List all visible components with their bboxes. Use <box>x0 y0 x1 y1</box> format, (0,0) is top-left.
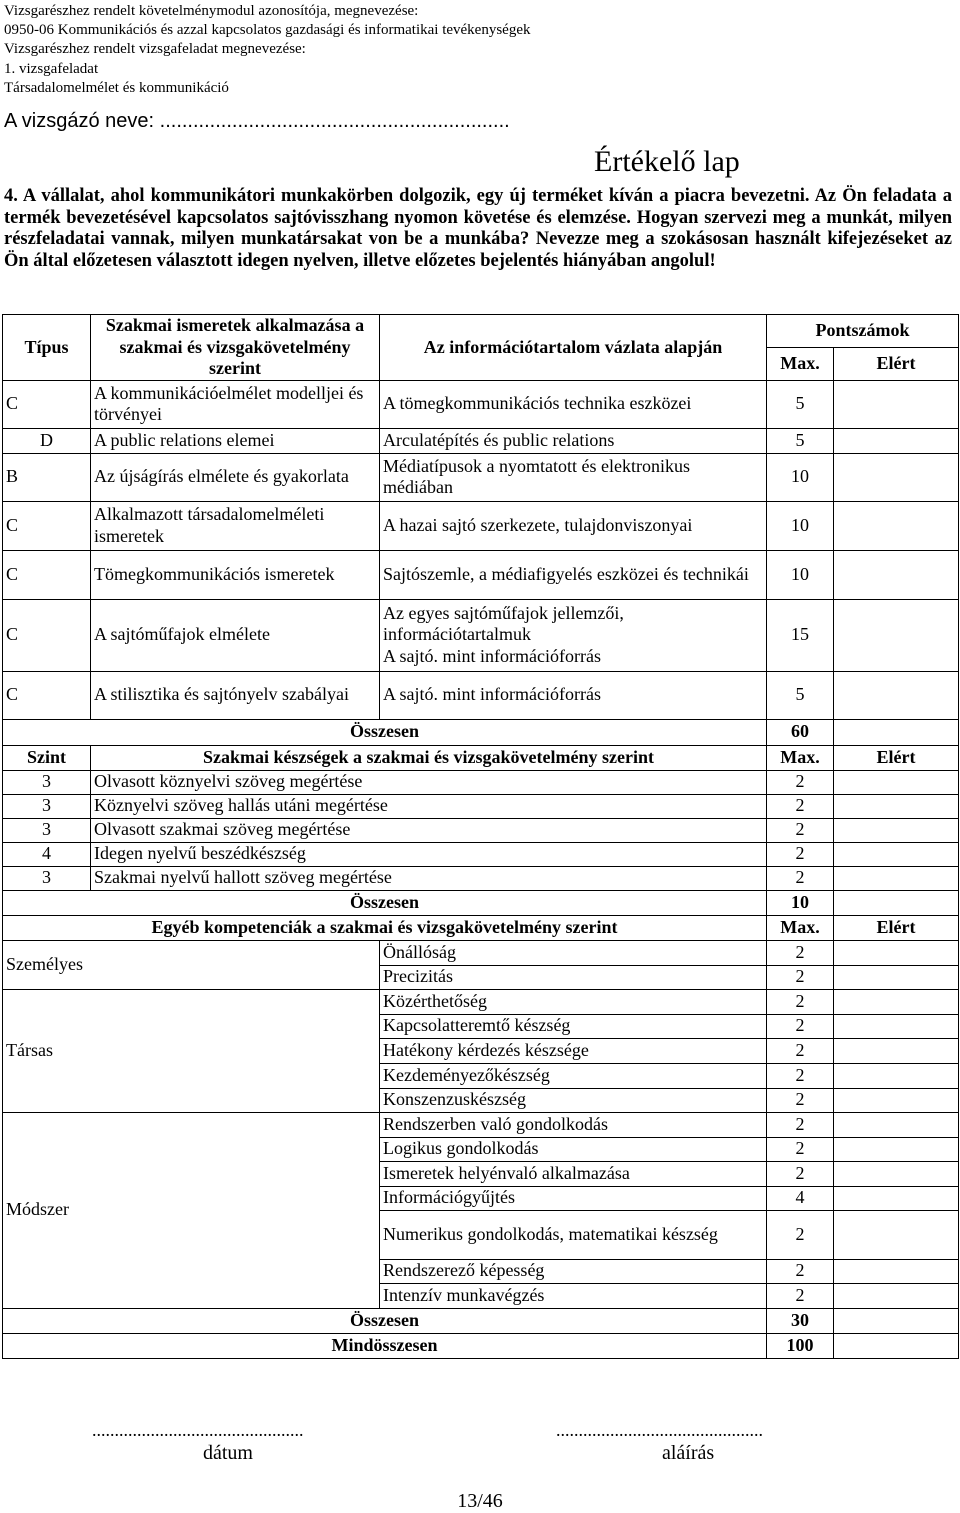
max-cell: 2 <box>767 1112 834 1137</box>
content-cell: A tömegkommunikációs technika eszközei <box>380 380 767 428</box>
total-row <box>3 1308 959 1333</box>
max-cell: 2 <box>767 1259 834 1283</box>
signature-line: .............................................. <box>556 1420 763 1440</box>
section-header-row <box>3 745 959 770</box>
skill-cell: Szakmai nyelvű hallott szöveg megértése <box>91 866 767 890</box>
table-row <box>3 550 959 599</box>
achieved-cell <box>834 770 959 794</box>
max-cell: 2 <box>767 1038 834 1063</box>
content-cell <box>380 599 767 671</box>
achieved-cell <box>834 940 959 965</box>
achieved-cell <box>834 794 959 818</box>
achieved-cell <box>834 599 959 671</box>
level-cell: 4 <box>3 842 91 866</box>
col-header-max: Max. <box>767 745 834 770</box>
col-header-skills: Szakmai készségek a szakmai és vizsgakövetelmény szerint <box>91 745 767 770</box>
max-cell: 2 <box>767 1283 834 1308</box>
achieved-cell <box>834 1283 959 1308</box>
max-cell: 4 <box>767 1186 834 1210</box>
achieved-cell <box>834 818 959 842</box>
table-row <box>3 770 959 794</box>
achieved-cell <box>834 428 959 453</box>
max-cell: 2 <box>767 794 834 818</box>
table-row <box>3 794 959 818</box>
col-header-szint: Szint <box>3 745 91 770</box>
table-row <box>3 940 959 965</box>
header-line: 0950-06 Kommunikációs és azzal kapcsolatos gazdasági és informatikai tevékenységek <box>4 22 531 39</box>
competency-cell: Kezdeményezőkészség <box>380 1063 767 1088</box>
achieved-cell <box>834 1259 959 1283</box>
type-cell: B <box>3 453 91 501</box>
table-row <box>3 842 959 866</box>
col-header-ismeretek: Szakmai ismeretek alkalmazása a szakmai és vizsgakövetelmény szerint <box>91 315 380 381</box>
grand-total-label: Mindösszesen <box>3 1333 767 1358</box>
competency-cell: Kapcsolatteremtő készség <box>380 1014 767 1038</box>
competency-cell: Precizitás <box>380 965 767 989</box>
signature-label: aláírás <box>662 1442 715 1464</box>
evaluation-table <box>2 314 959 1359</box>
table-row <box>3 989 959 1014</box>
achieved-cell <box>834 989 959 1014</box>
table-row <box>3 671 959 719</box>
header-line: Társadalomelmélet és kommunikáció <box>4 79 229 96</box>
competency-cell: Konszenzuskészség <box>380 1088 767 1112</box>
max-cell: 2 <box>767 1161 834 1186</box>
content-cell: Arculatépítés és public relations <box>380 428 767 453</box>
achieved-cell <box>834 1038 959 1063</box>
table-row <box>3 501 959 550</box>
total-value: 30 <box>767 1308 834 1333</box>
max-cell: 2 <box>767 770 834 794</box>
achieved-cell <box>834 890 959 915</box>
competency-cell: Numerikus gondolkodás, matematikai készség <box>380 1210 767 1259</box>
achieved-cell <box>834 1063 959 1088</box>
level-cell: 3 <box>3 818 91 842</box>
table-row <box>3 599 959 671</box>
content-line: Az egyes sajtóműfajok jellemzői, információtartalmuk <box>383 602 624 645</box>
grand-total-row <box>3 1333 959 1358</box>
max-cell: 5 <box>767 428 834 453</box>
type-cell: C <box>3 501 91 550</box>
col-header-max: Max. <box>767 915 834 940</box>
achieved-cell <box>834 1112 959 1137</box>
achieved-cell <box>834 1137 959 1161</box>
competency-cell: Önállóság <box>380 940 767 965</box>
max-cell: 2 <box>767 989 834 1014</box>
level-cell: 3 <box>3 794 91 818</box>
max-cell: 2 <box>767 818 834 842</box>
total-row <box>3 719 959 745</box>
date-label: dátum <box>203 1442 253 1464</box>
achieved-cell <box>834 1161 959 1186</box>
max-cell: 2 <box>767 965 834 989</box>
max-cell: 15 <box>767 599 834 671</box>
col-header-elert: Elért <box>834 745 959 770</box>
competency-cell: Ismeretek helyénvaló alkalmazása <box>380 1161 767 1186</box>
table-row <box>3 453 959 501</box>
topic-cell: Alkalmazott társadalomelméleti ismeretek <box>91 501 380 550</box>
type-cell: C <box>3 380 91 428</box>
max-cell: 10 <box>767 453 834 501</box>
max-cell: 2 <box>767 842 834 866</box>
max-cell: 2 <box>767 1088 834 1112</box>
achieved-cell <box>834 671 959 719</box>
col-header-info: Az információtartalom vázlata alapján <box>380 315 767 381</box>
achieved-cell <box>834 501 959 550</box>
content-cell: A sajtó. mint információforrás <box>380 671 767 719</box>
page-title: Értékelő lap <box>594 145 740 178</box>
col-header-max: Max. <box>767 347 834 380</box>
content-cell: A hazai sajtó szerkezete, tulajdonviszonyai <box>380 501 767 550</box>
topic-cell: A sajtóműfajok elmélete <box>91 599 380 671</box>
achieved-cell <box>834 1014 959 1038</box>
col-header-elert: Elért <box>834 347 959 380</box>
topic-cell: A kommunikációelmélet modelljei és törvényei <box>91 380 380 428</box>
max-cell: 10 <box>767 550 834 599</box>
competency-cell: Információgyűjtés <box>380 1186 767 1210</box>
achieved-cell <box>834 719 959 745</box>
table-row <box>3 818 959 842</box>
date-line: ............................................... <box>92 1420 304 1440</box>
achieved-cell <box>834 1210 959 1259</box>
candidate-name-line: A vizsgázó neve: ............................................................... <box>4 110 510 132</box>
max-cell: 10 <box>767 501 834 550</box>
table-row <box>3 1112 959 1137</box>
achieved-cell <box>834 380 959 428</box>
competency-cell: Rendszerben való gondolkodás <box>380 1112 767 1137</box>
col-header-elert: Elért <box>834 915 959 940</box>
total-value: 60 <box>767 719 834 745</box>
grand-total-value: 100 <box>767 1333 834 1358</box>
table-row <box>3 428 959 453</box>
competency-cell: Hatékony kérdezés készsége <box>380 1038 767 1063</box>
max-cell: 2 <box>767 1137 834 1161</box>
col-header-pontszamok: Pontszámok <box>767 315 959 348</box>
competency-cell: Rendszerező képesség <box>380 1259 767 1283</box>
level-cell: 3 <box>3 770 91 794</box>
type-cell: C <box>3 550 91 599</box>
page-number: 13/46 <box>457 1490 503 1512</box>
col-header-tipus: Típus <box>3 315 91 381</box>
table-row <box>3 380 959 428</box>
skill-cell: Idegen nyelvű beszédkészség <box>91 842 767 866</box>
total-label: Összesen <box>3 719 767 745</box>
skill-cell: Olvasott köznyelvi szöveg megértése <box>91 770 767 794</box>
achieved-cell <box>834 842 959 866</box>
competency-cell: Intenzív munkavégzés <box>380 1283 767 1308</box>
skill-cell: Köznyelvi szöveg hallás utáni megértése <box>91 794 767 818</box>
table-row <box>3 866 959 890</box>
skill-cell: Olvasott szakmai szöveg megértése <box>91 818 767 842</box>
achieved-cell <box>834 1308 959 1333</box>
level-cell: 3 <box>3 866 91 890</box>
header-line: 1. vizsgafeladat <box>4 60 99 77</box>
topic-cell: Az újságírás elmélete és gyakorlata <box>91 453 380 501</box>
max-cell: 2 <box>767 1063 834 1088</box>
achieved-cell <box>834 866 959 890</box>
max-cell: 2 <box>767 940 834 965</box>
max-cell: 2 <box>767 1210 834 1259</box>
type-cell: C <box>3 599 91 671</box>
max-cell: 2 <box>767 1014 834 1038</box>
achieved-cell <box>834 1186 959 1210</box>
group-cell: Társas <box>3 989 380 1112</box>
competency-cell: Logikus gondolkodás <box>380 1137 767 1161</box>
max-cell: 2 <box>767 866 834 890</box>
content-cell: Médiatípusok a nyomtatott és elektronikus médiában <box>380 453 767 501</box>
header-line: Vizsgarészhez rendelt vizsgafeladat megnevezése: <box>4 41 306 58</box>
type-cell: D <box>3 428 91 453</box>
document-header <box>4 2 531 98</box>
total-value: 10 <box>767 890 834 915</box>
max-cell: 5 <box>767 671 834 719</box>
topic-cell: Tömegkommunikációs ismeretek <box>91 550 380 599</box>
type-cell: C <box>3 671 91 719</box>
group-cell: Módszer <box>3 1112 380 1308</box>
max-cell: 5 <box>767 380 834 428</box>
topic-cell: A stilisztika és sajtónyelv szabályai <box>91 671 380 719</box>
section-header-row <box>3 915 959 940</box>
total-label: Összesen <box>3 1308 767 1333</box>
total-label: Összesen <box>3 890 767 915</box>
task-description: 4. A vállalat, ahol kommunikátori munkakörben dolgozik, egy új terméket kíván a piacra bevezetni. Az Ön feladata a termék bevezetésével kapcsolatos sajtóvisszhang nyomon követése és elemzése. Hogyan szervezi meg a munkát, milyen részfeladatai vannak, milyen munkatársakat von be a munkába? Nevezze meg a szokásosan használt kifejezéseket az Ön által előzetesen választott idegen nyelven, illetve előzetes bejelentés hiányában angolul! <box>4 186 952 271</box>
achieved-cell <box>834 1333 959 1358</box>
total-row <box>3 890 959 915</box>
group-cell: Személyes <box>3 940 380 989</box>
header-line: Vizsgarészhez rendelt követelménymodul azonosítója, megnevezése: <box>4 3 419 19</box>
col-header-competencies: Egyéb kompetenciák a szakmai és vizsgakövetelmény szerint <box>3 915 767 940</box>
achieved-cell <box>834 453 959 501</box>
achieved-cell <box>834 965 959 989</box>
content-cell: Sajtószemle, a médiafigyelés eszközei és technikái <box>380 550 767 599</box>
competency-cell: Közérthetőség <box>380 989 767 1014</box>
content-line: A sajtó. mint információforrás <box>383 645 601 666</box>
achieved-cell <box>834 550 959 599</box>
topic-cell: A public relations elemei <box>91 428 380 453</box>
achieved-cell <box>834 1088 959 1112</box>
